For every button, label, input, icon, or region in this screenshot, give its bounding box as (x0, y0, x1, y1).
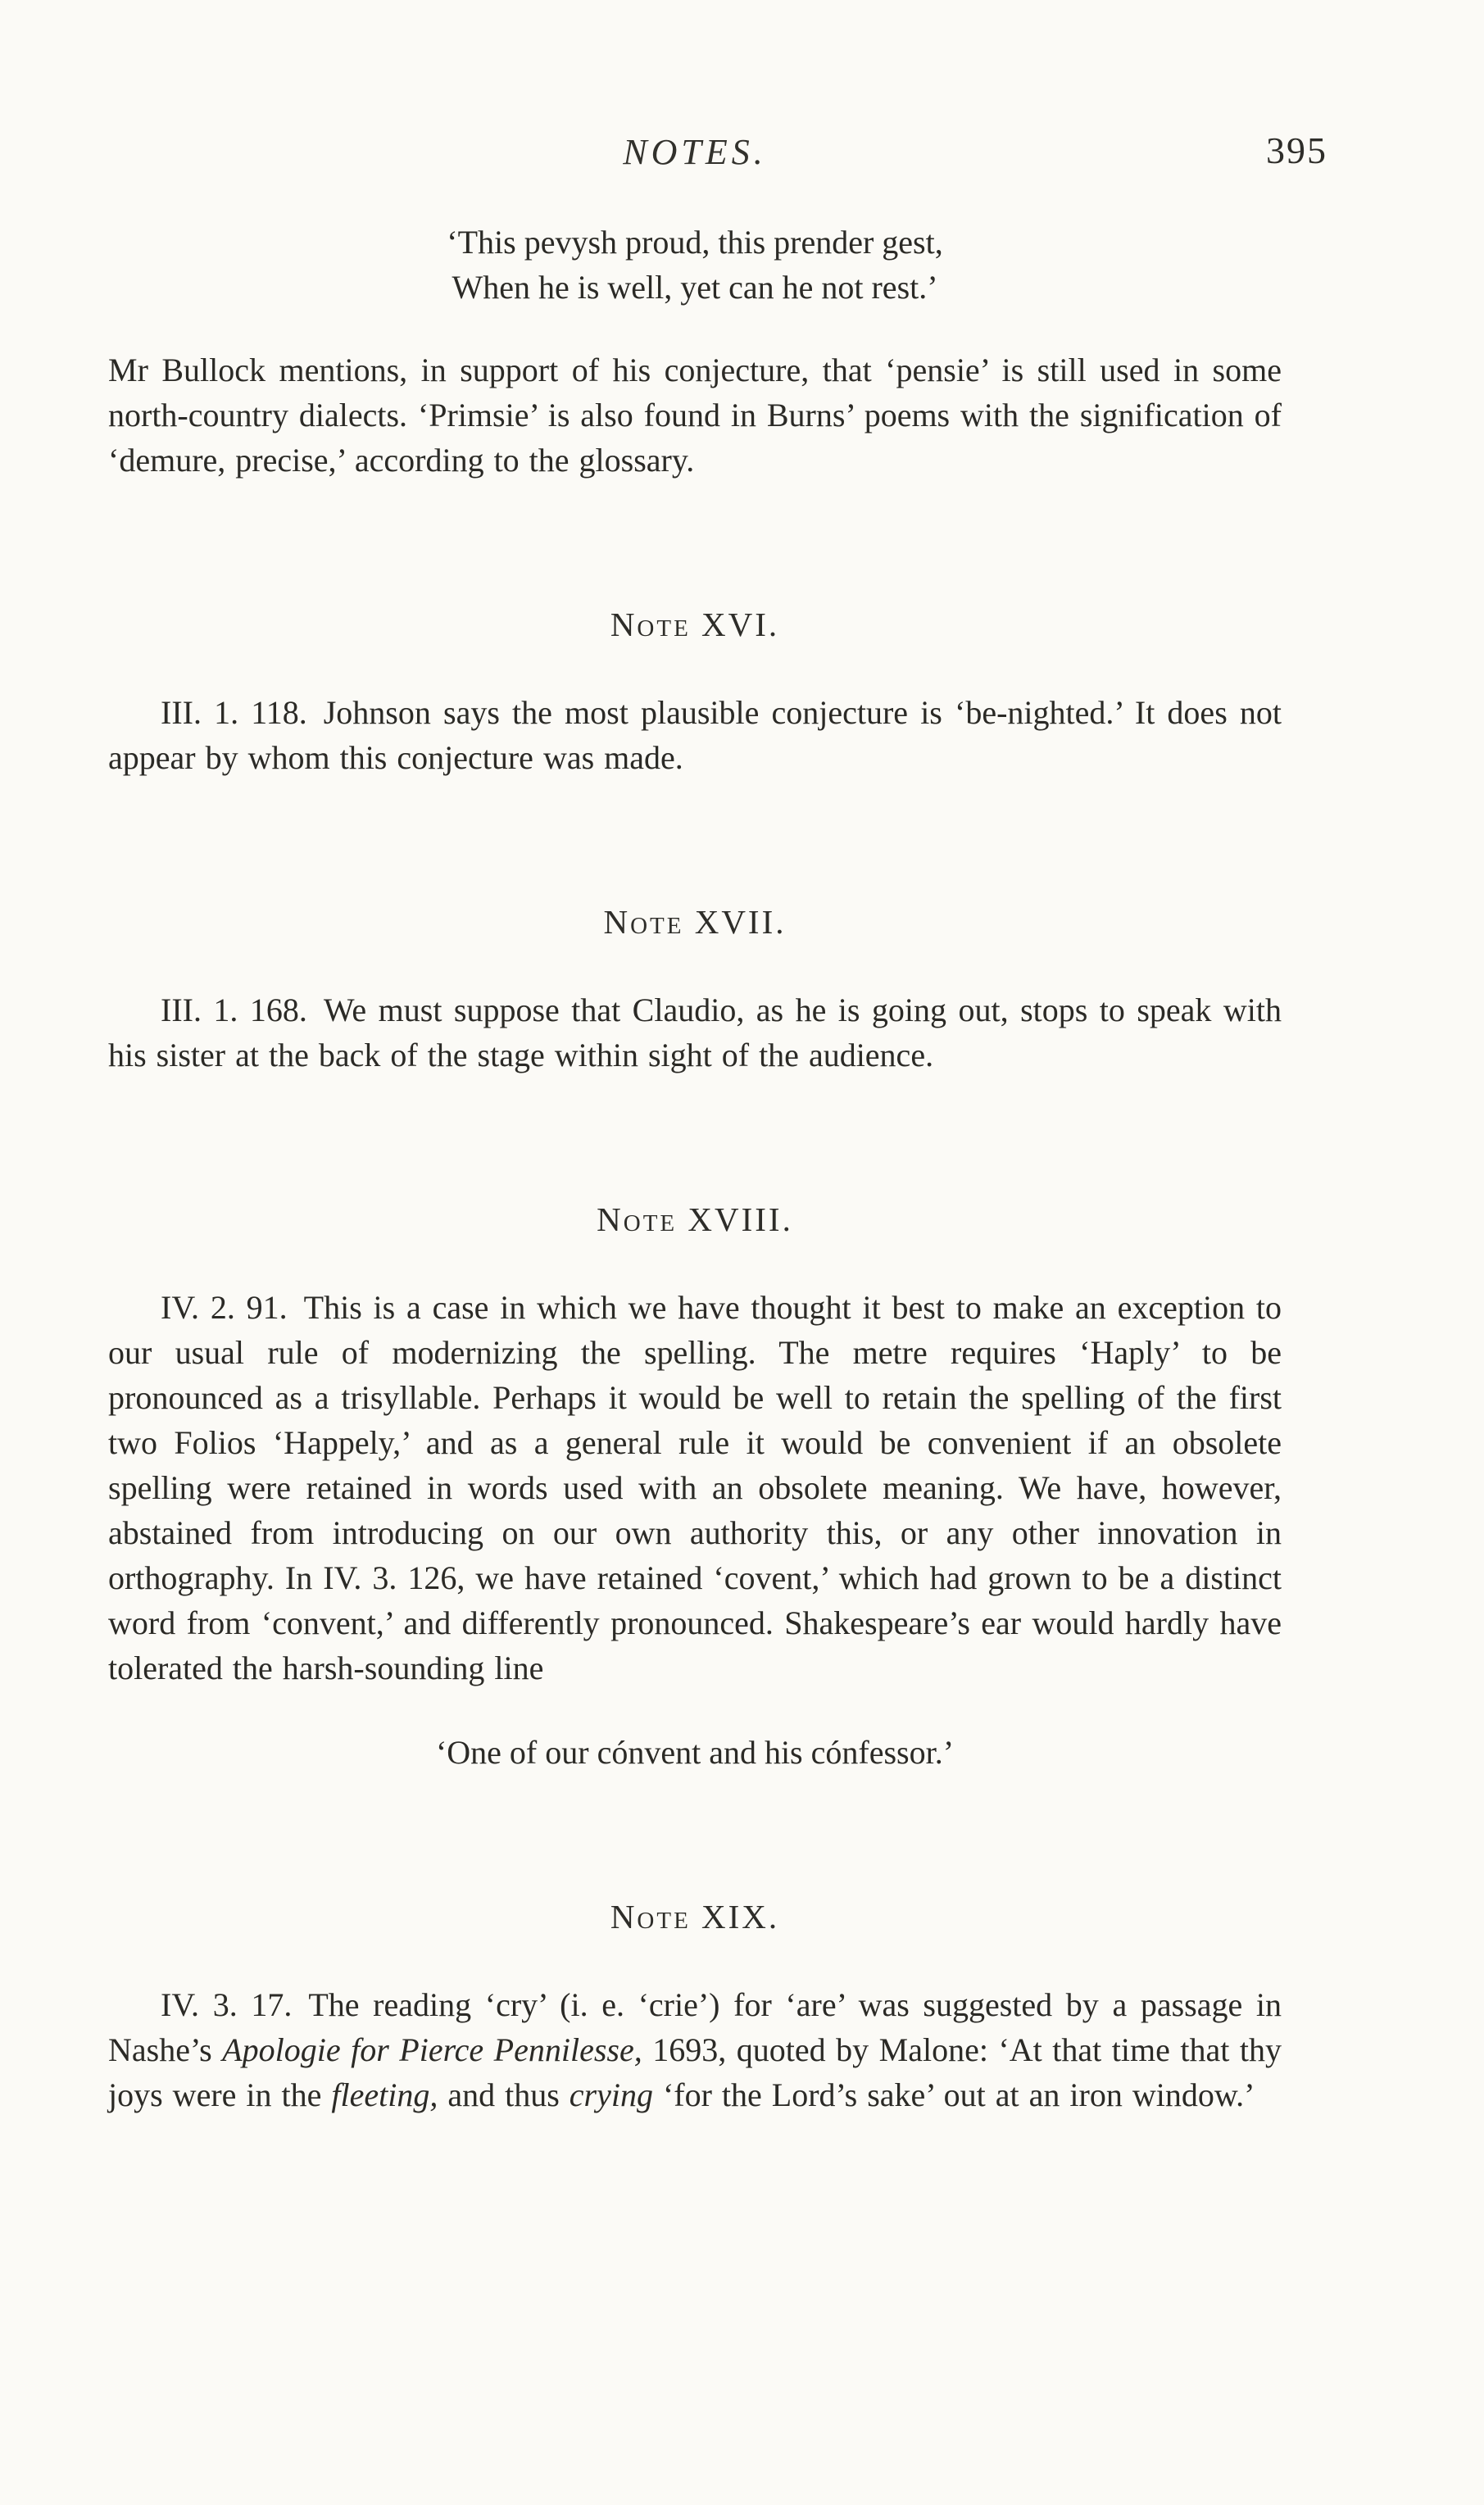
note-body-xix (108, 1982, 1282, 2117)
note-heading-xvii: Note XVII. (603, 903, 787, 941)
note-heading-xvi: Note XVI. (610, 606, 780, 643)
text-segment-italic: Apologie for Pierce Pennilesse, (222, 2031, 642, 2068)
page-header (108, 129, 1327, 179)
text-segment: ‘for the Lord’s sake’ out at an iron window.’ (652, 2076, 1255, 2113)
running-title: NOTES. (623, 132, 767, 172)
text-segment-italic: fleeting, (331, 2076, 438, 2113)
note-heading-xix: Note XIX. (610, 1898, 780, 1935)
epigraph-line-2: When he is well, yet can he not rest.’ (452, 269, 938, 306)
note-body-xvii: III. 1. 168. We must suppose that Claudio, as he is going out, stops to speak with his sister at the back of the stage within sight of the audience. (108, 992, 1282, 1073)
note-body-xvi: III. 1. 118. Johnson says the most plausible conjecture is ‘be-nighted.’ It does not appear by whom this conjecture was made. (108, 694, 1282, 776)
note-section-xviii (108, 1197, 1282, 1775)
text-segment: 1693, quoted by Malone: ‘At that time that thy joys were in the (108, 2031, 1282, 2113)
note-body-xviii: IV. 2. 91. This is a case in which we have thought it best to make an exception to our usual rule of modernizing the spelling. The metre requires ‘Haply’ to be pronounced as a trisyllable. Perhaps it would be well to retain the spelling of the first two Folios ‘Happely,’ and as a general rule it would be convenient if an obsolete spelling were retained in words used with an obsolete meaning. We have, however, abstained from introducing on our own authority this, or any other innovation in orthography. In IV. 3. 126, we have retained ‘covent,’ which had grown to be a distinct word from ‘convent,’ and differently pronounced. Shakespeare’s ear would hardly have tolerated the harsh-sounding line (108, 1289, 1282, 1686)
intro-paragraph: Mr Bullock mentions, in support of his conjecture, that ‘pensie’ is still used in some north-country dialects. ‘Primsie’ is also found in Burns’ poems with the signification of ‘demure, precise,’ according to the glossary. (108, 352, 1282, 479)
verse-quote: ‘One of our cónvent and his cónfessor.’ (435, 1734, 955, 1771)
page-number: 395 (1266, 129, 1327, 171)
epigraph-quote (108, 220, 1282, 310)
text-segment-italic: crying (569, 2076, 653, 2113)
note-section-xvii (108, 900, 1282, 1078)
text-segment: IV. 3. 17. The reading ‘cry’ (i. e. ‘crie’) for ‘are’ was suggested by a passage in Nashe’s (108, 1986, 1282, 2068)
epigraph-line-1: ‘This pevysh proud, this prender gest, (447, 224, 943, 261)
note-section-xvi (108, 602, 1282, 780)
note-heading-xviii: Note XVIII. (597, 1200, 793, 1238)
note-section-xix (108, 1895, 1282, 2117)
text-segment: and thus (438, 2076, 570, 2113)
